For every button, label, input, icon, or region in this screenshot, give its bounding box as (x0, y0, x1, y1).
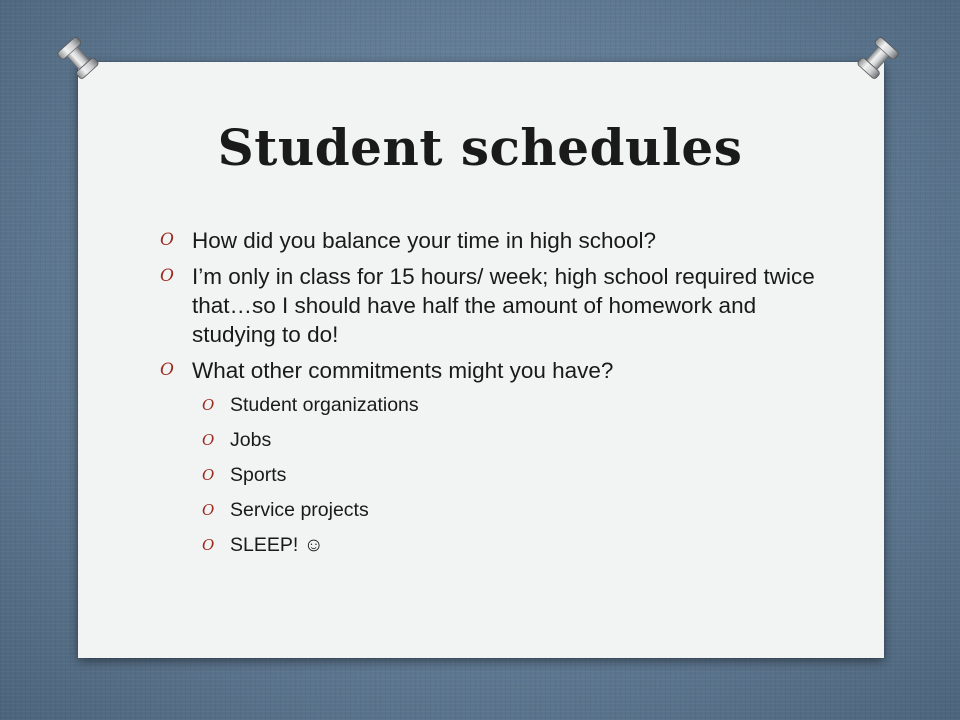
sub-bullet-text: Service projects (230, 499, 369, 521)
sub-bullet-item (160, 497, 840, 523)
sub-bullet-text: Jobs (230, 429, 272, 451)
bullet-text: I’m only in class for 15 hours/ week; high school required twice that…so I should have half the amount of homework and studying to do! (192, 264, 815, 347)
slide-title: Student schedules (217, 118, 743, 177)
sub-bullet-item (160, 462, 840, 488)
bullet-marker-icon: O (202, 466, 215, 484)
bullet-item (160, 262, 840, 349)
bullet-marker-icon: O (160, 230, 174, 250)
sub-bullet-item (160, 392, 840, 418)
bullet-text: What other commitments might you have? (192, 358, 614, 383)
sub-bullet-item (160, 532, 840, 558)
bullet-marker-icon: O (202, 396, 215, 414)
sub-bullet-item (160, 427, 840, 453)
sub-bullet-text: Student organizations (230, 394, 419, 416)
bullet-marker-icon: O (160, 360, 174, 380)
sub-bullet-text: Sports (230, 464, 287, 486)
bullet-item (160, 356, 840, 385)
bullet-marker-icon: O (202, 431, 215, 449)
sub-bullet-text: SLEEP! ☺ (230, 534, 324, 556)
bullet-text: How did you balance your time in high school? (192, 228, 657, 253)
bullet-marker-icon: O (160, 266, 174, 286)
bullet-list (160, 226, 840, 567)
bullet-item (160, 226, 840, 255)
bullet-marker-icon: O (202, 536, 215, 554)
bullet-marker-icon: O (202, 501, 215, 519)
